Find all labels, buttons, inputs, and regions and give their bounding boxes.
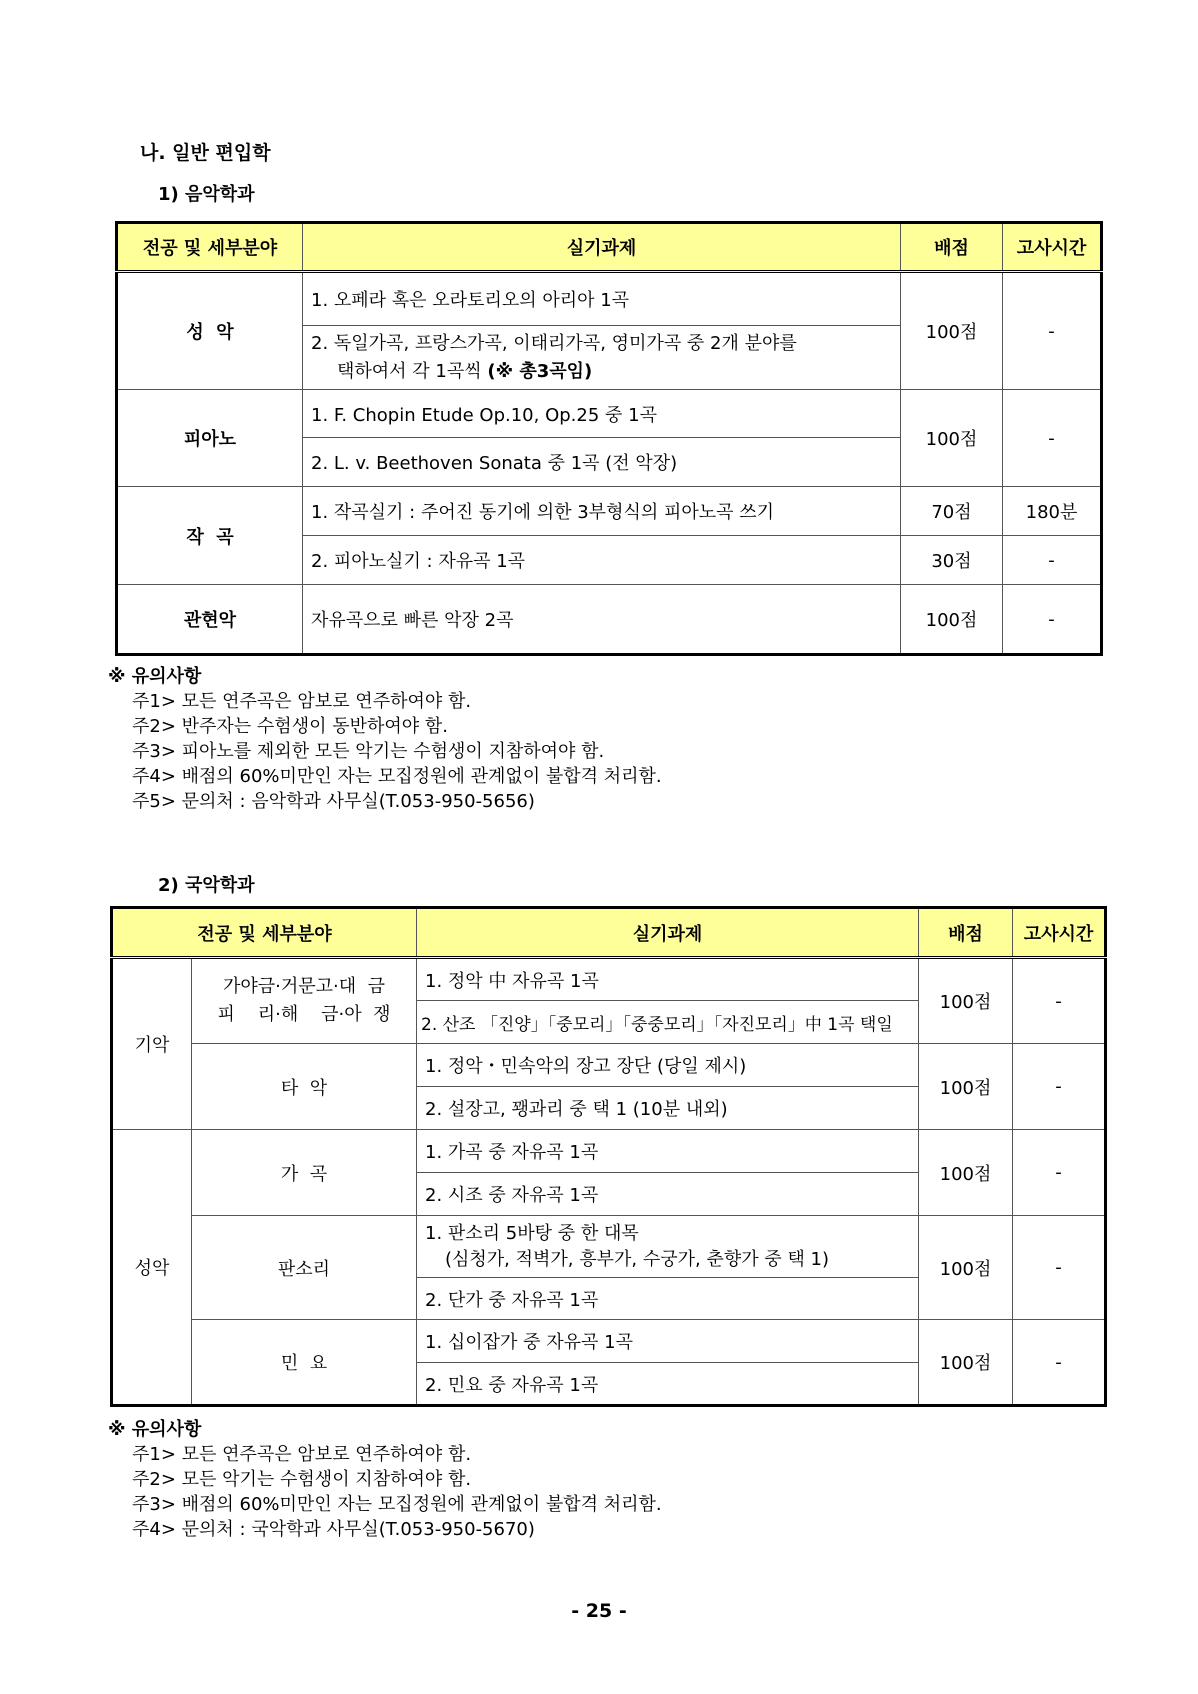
time-cell: - xyxy=(1013,1044,1106,1130)
task-cell: 2. 설장고, 꽹과리 중 택 1 (10분 내외) xyxy=(417,1087,919,1130)
time-cell: - xyxy=(1003,536,1102,585)
task-cell: 자유곡으로 빠른 악장 2곡 xyxy=(303,585,901,655)
task-cell: 1. 정악 中 자유곡 1곡 xyxy=(417,958,919,1001)
score-cell: 100점 xyxy=(901,585,1003,655)
table-row xyxy=(112,1044,1106,1087)
header-score: 배점 xyxy=(919,908,1013,958)
music-exam-table xyxy=(115,221,1103,656)
task-line: 1. 판소리 5바탕 중 한 대목 xyxy=(425,1222,639,1244)
header-score: 배점 xyxy=(901,223,1003,272)
table-row xyxy=(117,272,1102,326)
note-item: 주3> 피아노를 제외한 모든 악기는 수험생이 지참하여야 함. xyxy=(132,741,605,762)
music-notes xyxy=(108,664,662,814)
task-cell: 2. 피아노실기 : 자유곡 1곡 xyxy=(303,536,901,585)
header-major: 전공 및 세부분야 xyxy=(112,908,417,958)
table-row xyxy=(117,390,1102,438)
major-pansori: 판소리 xyxy=(192,1216,417,1320)
page-number: - 25 - xyxy=(571,1600,627,1622)
section-title: 나. 일반 편입학 xyxy=(140,142,271,164)
task-cell: 1. 작곡실기 : 주어진 동기에 의한 3부형식의 피아노곡 쓰기 xyxy=(303,487,901,536)
task-line: 2. 독일가곡, 프랑스가곡, 이태리가곡, 영미가곡 중 2개 분야를 xyxy=(311,332,797,354)
table-row xyxy=(112,1216,1106,1278)
task-cell: 2. 산조 「진양」「중모리」「중중모리」「자진모리」中 1곡 택일 xyxy=(417,1001,919,1044)
note-item: 주2> 반주자는 수험생이 동반하여야 함. xyxy=(132,716,448,737)
korean-dept-title: 2) 국악학과 xyxy=(158,875,255,896)
header-time: 고사시간 xyxy=(1013,908,1106,958)
score-cell: 100점 xyxy=(901,272,1003,390)
task-cell: 2. L. v. Beethoven Sonata 중 1곡 (전 악장) xyxy=(303,438,901,487)
task-cell: 1. F. Chopin Etude Op.10, Op.25 중 1곡 xyxy=(303,390,901,438)
task-cell: 1. 오페라 혹은 오라토리오의 아리아 1곡 xyxy=(303,272,901,326)
category-instrumental: 기악 xyxy=(112,958,192,1130)
header-time: 고사시간 xyxy=(1003,223,1102,272)
task-cell: 2. 단가 중 자유곡 1곡 xyxy=(417,1278,919,1320)
major-vocal: 성 악 xyxy=(117,272,303,390)
score-cell: 100점 xyxy=(919,1044,1013,1130)
time-cell: - xyxy=(1013,1216,1106,1320)
header-task: 실기과제 xyxy=(417,908,919,958)
time-cell: - xyxy=(1013,1130,1106,1216)
task-cell: 1. 정악・민속악의 장고 장단 (당일 제시) xyxy=(417,1044,919,1087)
table-row xyxy=(112,1130,1106,1173)
score-cell: 100점 xyxy=(901,390,1003,487)
note-item: 주1> 모든 연주곡은 암보로 연주하여야 함. xyxy=(132,691,472,712)
table-row xyxy=(112,1320,1106,1363)
time-cell: - xyxy=(1013,1320,1106,1406)
major-orchestra: 관현악 xyxy=(117,585,303,655)
score-cell: 100점 xyxy=(919,1130,1013,1216)
score-cell: 100점 xyxy=(919,1320,1013,1406)
major-percussion: 타 악 xyxy=(192,1044,417,1130)
major-strings-winds xyxy=(192,958,417,1044)
task-cell: 1. 가곡 중 자유곡 1곡 xyxy=(417,1130,919,1173)
task-cell: 2. 시조 중 자유곡 1곡 xyxy=(417,1173,919,1216)
major-minyo: 민 요 xyxy=(192,1320,417,1406)
time-cell: - xyxy=(1013,958,1106,1044)
korean-music-exam-table xyxy=(110,906,1107,1407)
major-piano: 피아노 xyxy=(117,390,303,487)
note-item: 주1> 모든 연주곡은 암보로 연주하여야 함. xyxy=(132,1444,472,1465)
task-text: 택하여서 각 1곡씩 xyxy=(337,360,488,382)
task-cell xyxy=(303,326,901,390)
major-composition: 작 곡 xyxy=(117,487,303,585)
time-cell: 180분 xyxy=(1003,487,1102,536)
table-header-row xyxy=(117,223,1102,272)
time-cell: - xyxy=(1003,585,1102,655)
score-cell: 30점 xyxy=(901,536,1003,585)
table-header-row xyxy=(112,908,1106,958)
task-cell xyxy=(417,1216,919,1278)
score-cell: 100점 xyxy=(919,958,1013,1044)
major-line: 피 리·해 금·아 쟁 xyxy=(217,1004,391,1025)
note-item: 주4> 배점의 60%미만인 자는 모집정원에 관계없이 불합격 처리함. xyxy=(132,766,662,787)
header-major: 전공 및 세부분야 xyxy=(117,223,303,272)
major-line: 가야금·거문고·대 금 xyxy=(223,976,385,997)
notes-title: ※ 유의사항 xyxy=(108,1419,202,1440)
notes-title: ※ 유의사항 xyxy=(108,666,202,687)
table-row xyxy=(117,487,1102,536)
note-item: 주4> 문의처 : 국악학과 사무실(T.053-950-5670) xyxy=(132,1519,535,1540)
note-item: 주3> 배점의 60%미만인 자는 모집정원에 관계없이 불합격 처리함. xyxy=(132,1494,662,1515)
task-emphasis: (※ 총3곡임) xyxy=(487,360,593,382)
table-row xyxy=(117,585,1102,655)
note-item: 주2> 모든 악기는 수험생이 지참하여야 함. xyxy=(132,1469,472,1490)
category-vocal: 성악 xyxy=(112,1130,192,1406)
task-cell: 1. 십이잡가 중 자유곡 1곡 xyxy=(417,1320,919,1363)
note-item: 주5> 문의처 : 음악학과 사무실(T.053-950-5656) xyxy=(132,791,535,812)
table-row xyxy=(112,958,1106,1001)
korean-notes xyxy=(108,1417,662,1542)
score-cell: 100점 xyxy=(919,1216,1013,1320)
time-cell: - xyxy=(1003,272,1102,390)
header-task: 실기과제 xyxy=(303,223,901,272)
task-cell: 2. 민요 중 자유곡 1곡 xyxy=(417,1363,919,1406)
major-gagok: 가 곡 xyxy=(192,1130,417,1216)
time-cell: - xyxy=(1003,390,1102,487)
task-line xyxy=(311,358,892,386)
score-cell: 70점 xyxy=(901,487,1003,536)
task-line: (심청가, 적벽가, 흥부가, 수궁가, 춘향가 중 택 1) xyxy=(445,1248,830,1270)
music-dept-title: 1) 음악학과 xyxy=(158,184,255,205)
